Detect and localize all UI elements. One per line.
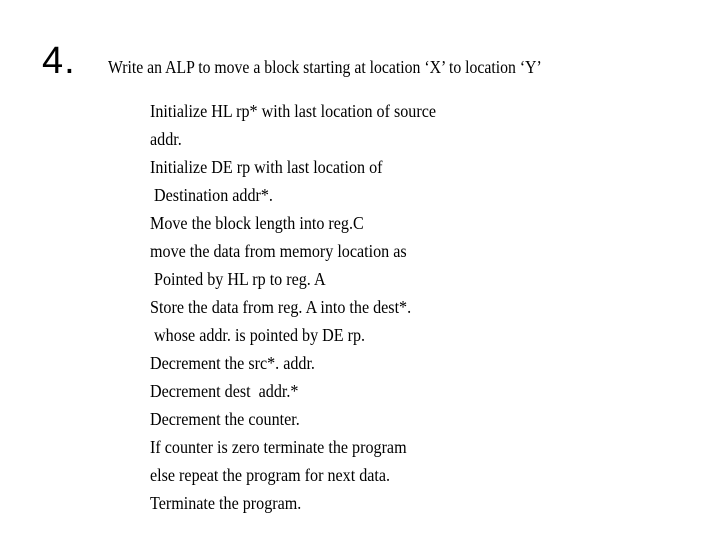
algorithm-steps: [150, 99, 436, 519]
step-line: Decrement dest addr.*: [150, 381, 299, 401]
step-line: Destination addr*.: [150, 185, 273, 205]
slide-number: 4.: [42, 40, 76, 82]
step-line: Initialize DE rp with last location of: [150, 157, 383, 177]
step-line: If counter is zero terminate the program: [150, 437, 407, 457]
step-line: move the data from memory location as: [150, 241, 407, 261]
step-line: Move the block length into reg.C: [150, 213, 364, 233]
step-line: else repeat the program for next data.: [150, 465, 391, 485]
step-line: Store the data from reg. A into the dest*.: [150, 297, 412, 317]
step-line: Terminate the program.: [150, 493, 302, 513]
step-line: whose addr. is pointed by DE rp.: [150, 325, 366, 345]
problem-heading: Write an ALP to move a block starting at location ‘X’ to location ‘Y’: [108, 57, 542, 77]
step-line: Initialize HL rp* with last location of source: [150, 101, 436, 121]
step-line: addr.: [150, 129, 182, 149]
step-line: Decrement the src*. addr.: [150, 353, 315, 373]
step-line: Decrement the counter.: [150, 409, 300, 429]
step-line: Pointed by HL rp to reg. A: [150, 269, 326, 289]
